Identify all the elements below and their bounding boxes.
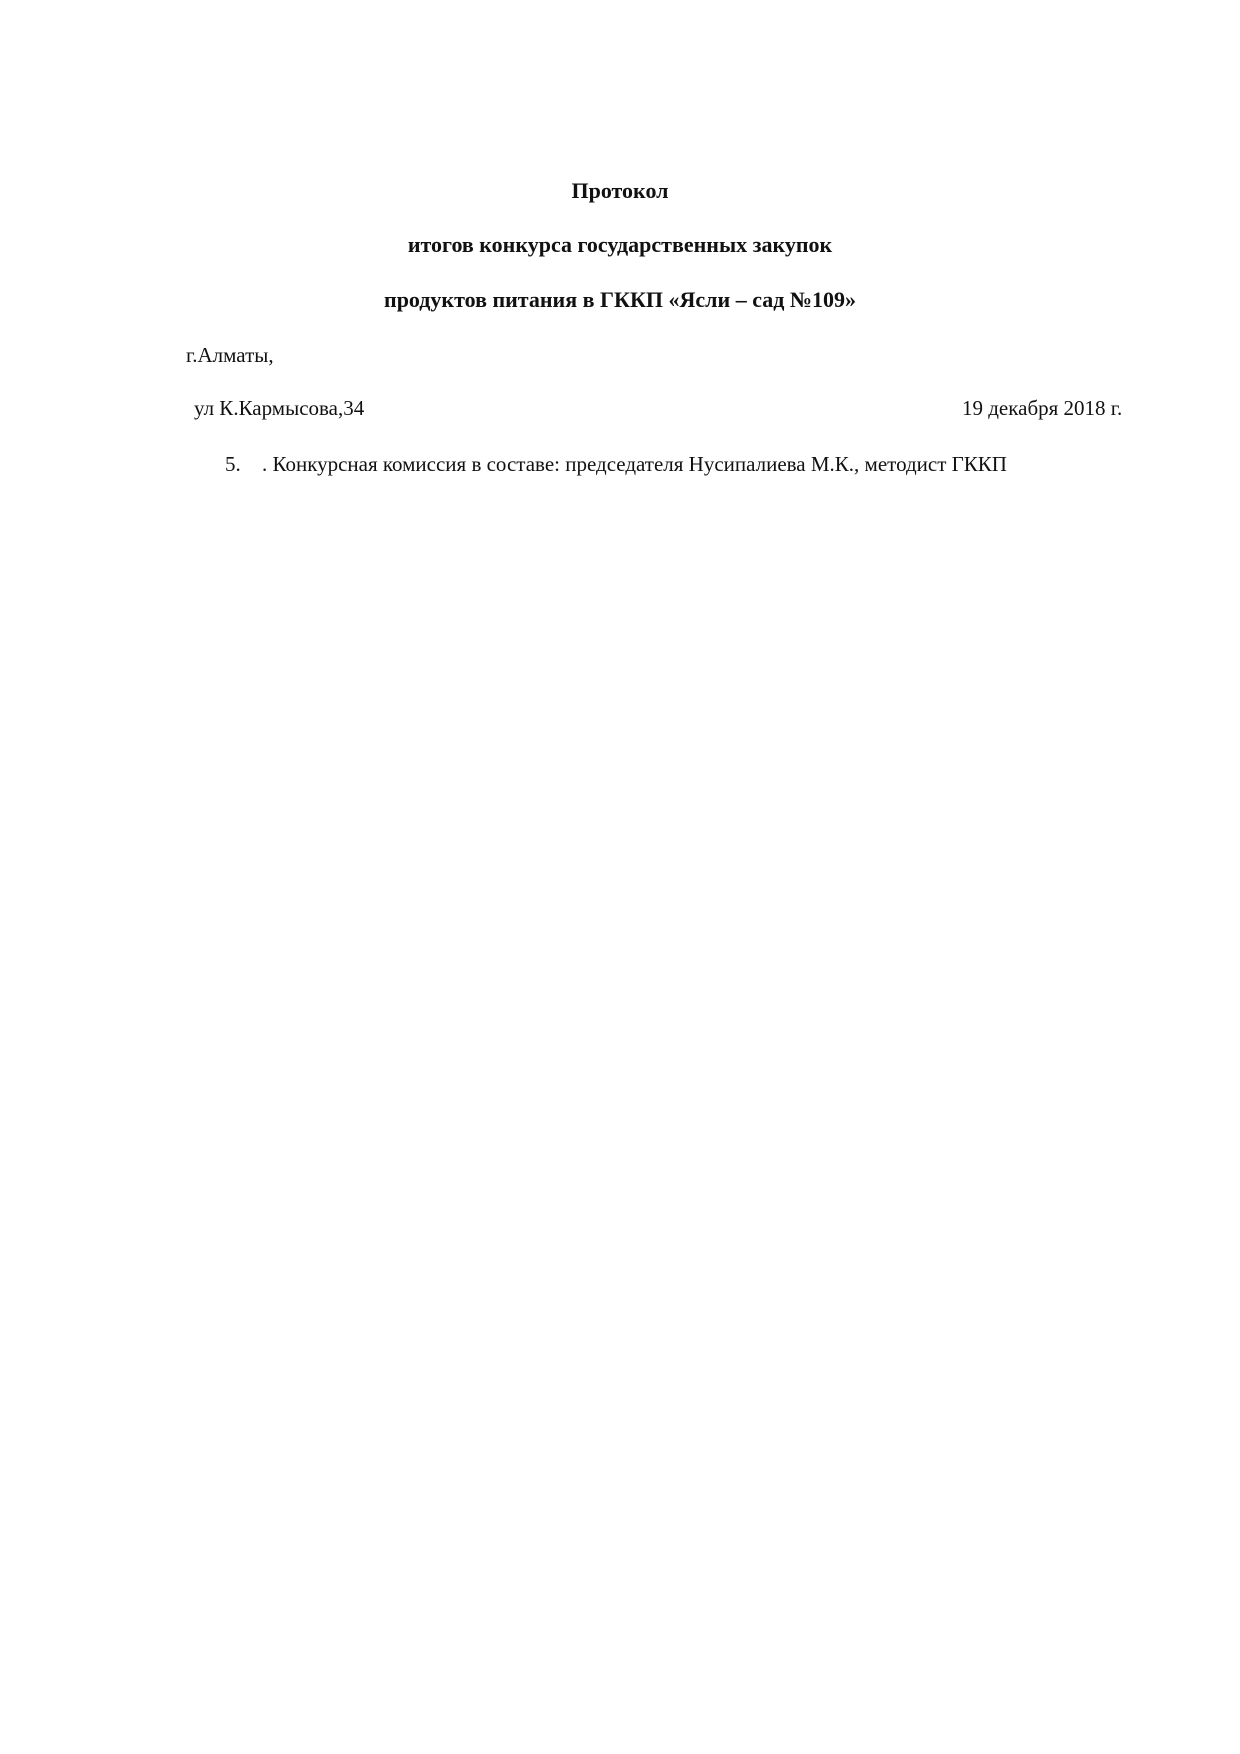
item-text: . Конкурсная комиссия в составе: председателя Нусипалиева М.К., методист ГККП xyxy=(262,452,1007,476)
document-subtitle-org: продуктов питания в ГККП «Ясли – сад №109» xyxy=(384,287,856,312)
street-address: ул К.Кармысова,34 xyxy=(194,396,365,420)
document-title: Протокол xyxy=(571,178,669,203)
document-subtitle: итогов конкурса государственных закупок xyxy=(407,232,833,257)
document-date: 19 декабря 2018 г. xyxy=(962,396,1123,420)
item-number: 5. xyxy=(225,452,241,476)
city: г.Алматы, xyxy=(186,343,274,367)
